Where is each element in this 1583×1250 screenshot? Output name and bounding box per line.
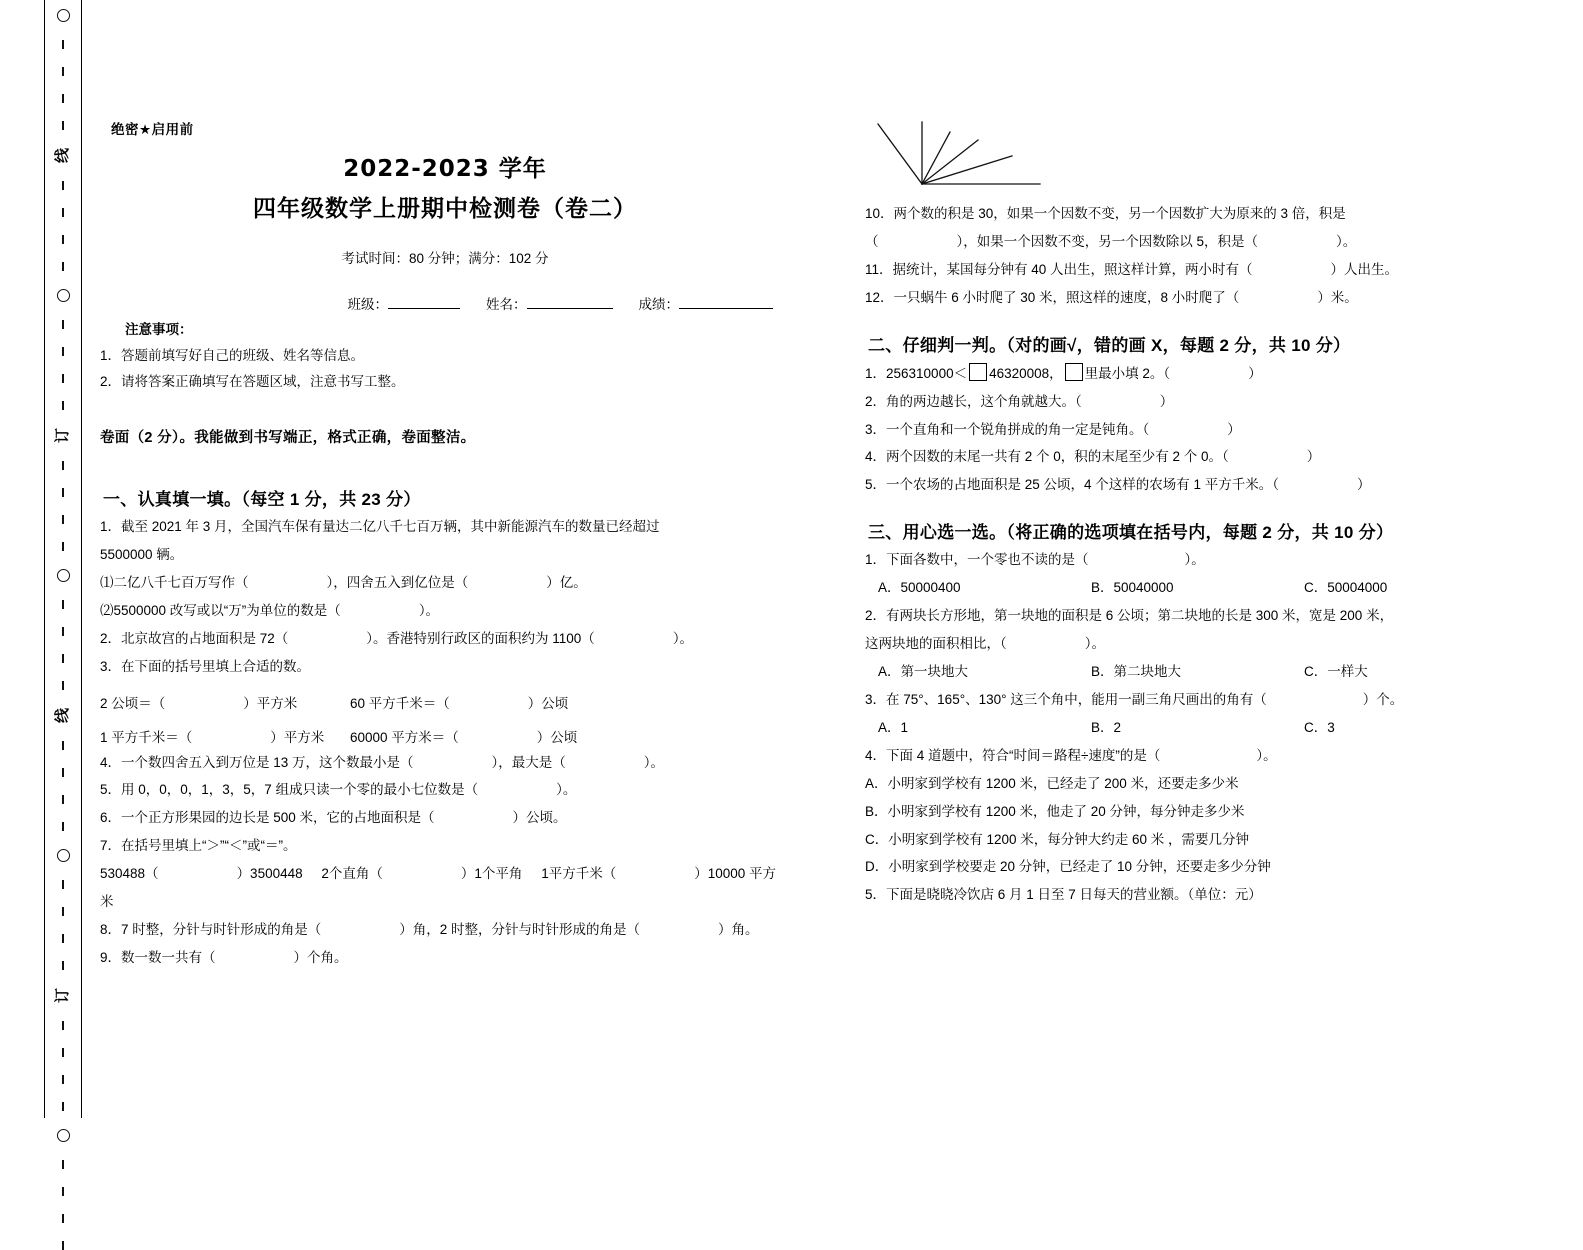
binding-dash: [62, 1021, 64, 1030]
exam-meta: 考试时间：80 分钟；满分：102 分: [341, 251, 549, 266]
notice-item-2: 2．请将答案正确填写在答题区域，注意书写工整。: [100, 374, 405, 389]
s1-q3-u2: [350, 692, 568, 712]
s3-q1: [865, 550, 1560, 571]
exam-page: [82, 0, 1583, 1118]
s1-q3-u1b: ）平方米: [243, 695, 298, 711]
binding-dash: [62, 1187, 64, 1196]
binding-dash: [62, 235, 64, 244]
left-column: [95, 0, 795, 969]
s1-q2-b: ）。香港特别行政区的面积约为 1100（: [366, 630, 595, 646]
option-c[interactable]: C．3: [1304, 719, 1335, 735]
s1-q4: [100, 753, 795, 774]
s1-q10-l2b: ），如果一个因数不变，另一个因数除以 5，积是（: [956, 233, 1259, 249]
binding-dash: [62, 627, 64, 636]
s2-q2-b: ）: [1159, 393, 1174, 409]
binding-dash: [62, 1075, 64, 1084]
binding-dash: [62, 374, 64, 383]
binding-dash: [62, 181, 64, 190]
s1-q9-a: 9．数一数一共有（: [100, 949, 216, 965]
s1-q3-u1: [100, 692, 350, 712]
s1-q7: 7．在括号里填上“＞”“＜”或“＝”。: [100, 838, 297, 854]
s2-q2: [865, 392, 1560, 413]
s1-q3-row1: [100, 692, 795, 712]
notice-title: 注意事项：: [125, 322, 193, 337]
s3-q4-b: ）。: [1256, 747, 1277, 763]
s1-q7-c3b: ）10000 平方: [694, 866, 776, 882]
s1-q3-u2b: ）公顷: [527, 695, 569, 711]
s2-q4-a: 4．两个因数的末尾一共有 2 个 0，积的末尾至少有 2 个 0。（: [865, 449, 1229, 465]
field-score: 成绩：: [639, 293, 774, 313]
s2-q1-d: ）: [1248, 365, 1262, 381]
class-blank[interactable]: [388, 308, 460, 309]
s1-q8: [100, 920, 795, 941]
s3-q4-option-d[interactable]: D．小明家到学校要走 20 分钟，已经走了 10 分钟，还要走多少分钟: [865, 859, 1271, 875]
s1-q7-c2b: ）1个平角: [460, 866, 523, 882]
binding-dash: [62, 94, 64, 103]
s1-q3-u2a: 60 平方千米＝（: [350, 695, 450, 711]
s2-q1: [865, 363, 1560, 385]
s1-q1-sub1-c: ）亿。: [546, 574, 587, 590]
name-blank[interactable]: [527, 308, 613, 309]
binding-dash: [62, 121, 64, 130]
binding-dash: [62, 654, 64, 663]
s1-q1-sub2-b: ）。: [418, 602, 440, 618]
section-2-heading: 二、仔细判一判。（对的画√，错的画 X，每题 2 分，共 10 分）: [868, 335, 1351, 355]
binding-dash: [62, 600, 64, 609]
angle-rays-figure: [872, 112, 1052, 192]
s2-q5-a: 5．一个农场的占地面积是 25 公顷，4 个这样的农场有 1 平方千米。（: [865, 477, 1280, 493]
s1-q11-a: 11．据统计，某国每分钟有 40 人出生，照这样计算，两小时有（: [865, 261, 1253, 277]
s1-q5: [100, 780, 795, 801]
binding-dash: [62, 40, 64, 49]
s1-q5-a: 5．用 0，0，0，1，3，5，7 组成只读一个零的最小七位数是（: [100, 782, 479, 798]
binding-dash: [62, 461, 64, 470]
s1-q3-u3: [100, 726, 350, 746]
cover-score-note: 卷面（2 分）。我能做到书写端正，格式正确，卷面整洁。: [100, 430, 476, 446]
s1-q7-c1a: 530488（: [100, 866, 159, 882]
s3-q1-a: 1．下面各数中，一个零也不读的是（: [865, 552, 1089, 568]
binding-dash: [62, 347, 64, 356]
digit-box[interactable]: [1065, 363, 1083, 381]
s2-q5-b: ）: [1357, 477, 1371, 493]
binding-hole: [57, 289, 70, 302]
s3-q4-option-b[interactable]: B．小明家到学校有 1200 米，他走了 20 分钟，每分钟走多少米: [865, 803, 1245, 819]
option-b[interactable]: B．50040000: [1091, 580, 1174, 596]
s1-q1-sub1-b: ），四舍五入到亿位是（: [326, 574, 469, 590]
s1-q10-l2c: ）。: [1336, 233, 1357, 249]
s1-q7-compare-row: [100, 864, 795, 885]
s1-q6: [100, 808, 795, 829]
binding-dash: [62, 822, 64, 831]
binding-dash: [62, 961, 64, 970]
s3-q5: 5．下面是晓晓冷饮店 6 月 1 日至 7 日每天的营业额。（单位：元）: [865, 887, 1262, 903]
option-c[interactable]: C．50004000: [1304, 580, 1388, 596]
exam-title-year: 2022-2023 学年: [343, 156, 547, 182]
s1-q5-b: ）。: [556, 782, 577, 798]
s2-q1-c: 里最小填 2。（: [1084, 365, 1171, 381]
s1-q2-a: 2．北京故宫的占地面积是 72（: [100, 630, 289, 646]
s2-q3-b: ）: [1227, 421, 1241, 437]
s2-q1-a: 1．256310000＜: [865, 365, 968, 381]
s3-q2-line2: [865, 634, 1560, 655]
option-c[interactable]: C．一样大: [1304, 663, 1368, 679]
s3-q2-line1: 2．有两块长方形地，第一块地的面积是 6 公顷；第二块地的长是 300 米，宽是 200 米，: [865, 608, 1394, 624]
option-b[interactable]: B．2: [1091, 719, 1122, 735]
s3-q4-option-a[interactable]: A．小明家到学校有 1200 米，已经走了 200 米，还要走多少米: [865, 775, 1239, 791]
s3-q4-a: 4．下面 4 道题中，符合“时间＝路程÷速度”的是（: [865, 747, 1161, 763]
s1-q12-b: ）米。: [1317, 289, 1358, 305]
s1-q6-b: ）公顷。: [512, 810, 567, 826]
option-b[interactable]: B．第二块地大: [1091, 663, 1182, 679]
s3-q3-a: 3．在 75°、165°、130° 这三个角中，能用一副三角尺画出的角有（: [865, 691, 1267, 707]
binding-dash: [62, 741, 64, 750]
s1-q8-c: ）角。: [718, 922, 759, 938]
s3-q3-b: ）个。: [1362, 691, 1404, 707]
s1-q10-line1: 10．两个数的积是 30，如果一个因数不变，另一个因数扩大为原来的 3 倍，积是: [865, 206, 1346, 221]
field-name: 姓名：: [486, 293, 613, 313]
binding-label: 线: [53, 707, 72, 724]
binding-hole: [57, 569, 70, 582]
s1-q10-l2a: （: [865, 233, 879, 249]
s1-q4-b: ），最大是（: [491, 754, 566, 770]
right-column: [860, 0, 1560, 906]
s1-q2: [100, 629, 795, 650]
s2-q1-b: 46320008，: [989, 365, 1063, 381]
s1-q11-b: ）人出生。: [1330, 261, 1399, 277]
binding-hole: [57, 1129, 70, 1142]
s1-q3-u1a: 2 公顷＝（: [100, 695, 166, 711]
s1-q3-row2: [100, 726, 795, 746]
binding-dash: [62, 208, 64, 217]
binding-dash: [62, 542, 64, 551]
binding-dash: [62, 795, 64, 804]
binding-label: 订: [53, 987, 72, 1004]
s1-q12: [865, 288, 1560, 309]
s3-q1-b: ）。: [1184, 552, 1205, 568]
s1-q3-u3a: 1 平方千米＝（: [100, 729, 193, 745]
s1-q1-sub2: [100, 601, 795, 622]
s1-q1-sub1-a: ⑴二亿八千七百万写作（: [100, 574, 249, 590]
s1-q4-a: 4．一个数四舍五入到万位是 13 万，这个数最小是（: [100, 754, 414, 770]
binding-dash: [62, 67, 64, 76]
binding-dash: [62, 1214, 64, 1223]
binding-dash: [62, 488, 64, 497]
s2-q3-a: 3．一个直角和一个锐角拼成的角一定是钝角。（: [865, 421, 1150, 437]
binding-dash: [62, 320, 64, 329]
s1-q3-u4b: ）公顷: [536, 729, 578, 745]
exam-title-main: 四年级数学上册期中检测卷（卷二）: [253, 196, 637, 222]
score-blank[interactable]: [679, 308, 773, 309]
binding-dash: [62, 907, 64, 916]
s1-q9-b: ）个角。: [293, 949, 348, 965]
section-1-heading: 一、认真填一填。（每空 1 分，共 23 分）: [103, 490, 421, 509]
binding-margin-dashline: [44, 0, 82, 1118]
section-3-heading: 三、用心选一选。（将正确的选项填在括号内，每题 2 分，共 10 分）: [868, 523, 1394, 543]
s3-q1-options: [878, 578, 1560, 599]
field-class: 班级：: [348, 293, 461, 313]
s2-q5: [865, 475, 1560, 496]
binding-dash: [62, 934, 64, 943]
binding-label: 订: [53, 427, 72, 444]
s3-q2-l2a: 这两块地的面积相比，（: [865, 636, 1007, 652]
s1-q1-sub2-a: ⑵5500000 改写或以“万”为单位的数是（: [100, 602, 341, 618]
option-a[interactable]: A．1: [878, 719, 909, 735]
s2-q4: [865, 447, 1560, 468]
s1-q4-c: ）。: [643, 754, 665, 770]
digit-box[interactable]: [969, 363, 987, 381]
s1-q3-u3b: ）平方米: [270, 729, 325, 745]
s1-q7-c1b: ）3500448: [236, 866, 303, 882]
s3-q2-options: [878, 662, 1560, 683]
s1-q1-line2: 5500000 辆。: [100, 546, 184, 562]
s1-q6-a: 6．一个正方形果园的边长是 500 米，它的占地面积是（: [100, 810, 435, 826]
s1-q7-c3a: 1平方千米（: [541, 866, 617, 882]
s1-q8-a: 8．7 时整，分针与时针形成的角是（: [100, 922, 322, 938]
notice-item-1: 1．答题前填写好自己的班级、姓名等信息。: [100, 348, 365, 363]
s1-q1-sub1: [100, 573, 795, 594]
binding-dash: [62, 681, 64, 690]
binding-dash: [62, 262, 64, 271]
binding-dash: [62, 401, 64, 410]
s3-q4-option-c[interactable]: C．小明家到学校有 1200 米，每分钟大约走 60 米 ，需要几分钟: [865, 831, 1250, 847]
s1-q1-line1: 1．截至 2021 年 3 月，全国汽车保有量达二亿八千七百万辆，其中新能源汽车的数量已经超过: [100, 519, 660, 534]
binding-dash: [62, 1048, 64, 1057]
s3-q2-l2b: ）。: [1084, 636, 1105, 652]
s1-q3: 3．在下面的括号里填上合适的数。: [100, 658, 311, 674]
s1-q12-a: 12．一只蜗牛 6 小时爬了 30 米，照这样的速度，8 小时爬了（: [865, 289, 1240, 305]
s3-q4: [865, 746, 1560, 767]
s1-q3-u4: [350, 726, 577, 746]
s3-q3: [865, 690, 1560, 711]
s2-q4-b: ）: [1306, 449, 1321, 465]
s2-q3: [865, 420, 1560, 441]
binding-dash: [62, 1102, 64, 1111]
s2-q2-a: 2．角的两边越长，这个角就越大。（: [865, 393, 1082, 409]
s1-q9: [100, 948, 795, 969]
s1-q10-line2: [865, 232, 1560, 253]
s3-q3-options: [878, 718, 1560, 739]
s1-q11: [865, 260, 1560, 281]
student-id-fields: [95, 293, 795, 313]
option-a[interactable]: A．50000400: [878, 580, 961, 596]
binding-dash: [62, 515, 64, 524]
binding-dash: [62, 768, 64, 777]
s1-q3-u4a: 60000 平方米＝（: [350, 729, 459, 745]
s1-q7-compare-wrap: 米: [100, 894, 114, 910]
s1-q2-c: ）。: [672, 630, 694, 646]
binding-hole: [57, 849, 70, 862]
binding-hole: [57, 9, 70, 22]
binding-dash: [62, 880, 64, 889]
option-a[interactable]: A．第一块地大: [878, 663, 969, 679]
secret-notice: 绝密★启用前: [111, 122, 194, 137]
binding-dash: [62, 1160, 64, 1169]
s1-q7-c2a: 2个直角（: [321, 866, 383, 882]
binding-label: 线: [53, 147, 72, 164]
binding-dash: [62, 1241, 64, 1250]
s1-q8-b: ）角，2 时整，分针与时针形成的角是（: [399, 922, 641, 938]
